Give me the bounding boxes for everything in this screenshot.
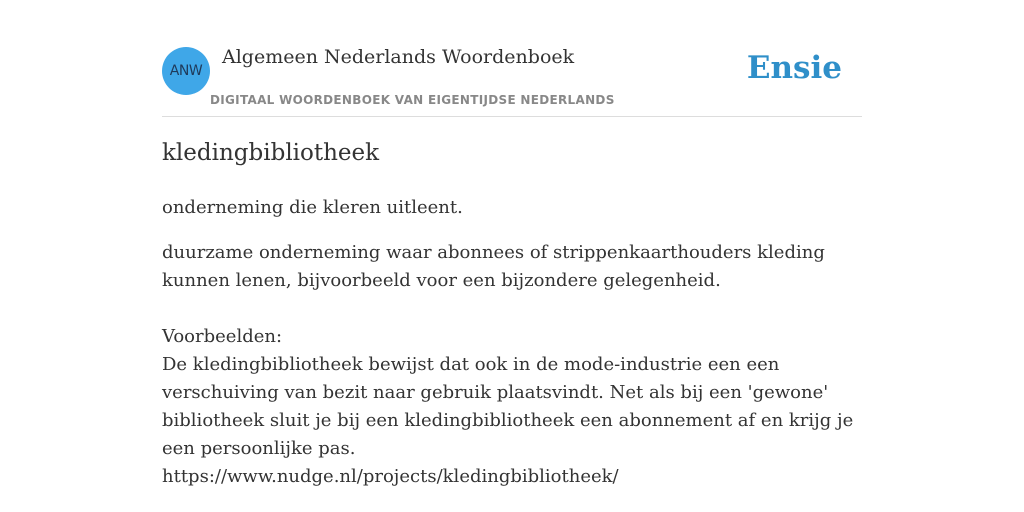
short-definition: onderneming die kleren uitleent. — [162, 197, 463, 218]
site-subtitle: DIGITAAL WOORDENBOEK VAN EIGENTIJDSE NEDERLANDS — [210, 93, 615, 107]
site-title[interactable]: Algemeen Nederlands Woordenboek — [222, 46, 575, 68]
anw-logo[interactable] — [162, 47, 210, 95]
examples-section — [162, 323, 862, 491]
page — [162, 0, 862, 512]
site-header — [162, 0, 862, 117]
logo-text: ANW — [169, 63, 203, 79]
ensie-brand-link[interactable]: Ensie — [746, 50, 842, 86]
long-definition — [162, 239, 862, 295]
example-source-url: https://www.nudge.nl/projects/kledingbibliotheek/ — [162, 466, 619, 487]
examples-label: Voorbeelden: — [162, 326, 283, 347]
example-text: De kledingbibliotheek bewijst dat ook in de mode-industrie een een verschuiving van bezit naar gebruik plaatsvindt. Net als bij een 'gewone' bibliotheek sluit je bij een kledingbibliotheek een abonnement af en krijg je een persoonlijke pas. — [162, 354, 854, 459]
long-definition-text: duurzame onderneming waar abonnees of strippenkaarthouders kleding kunnen lenen, bijvoorbeeld voor een bijzondere gelegenheid. — [162, 242, 825, 291]
entry-headword: kledingbibliotheek — [162, 140, 380, 166]
